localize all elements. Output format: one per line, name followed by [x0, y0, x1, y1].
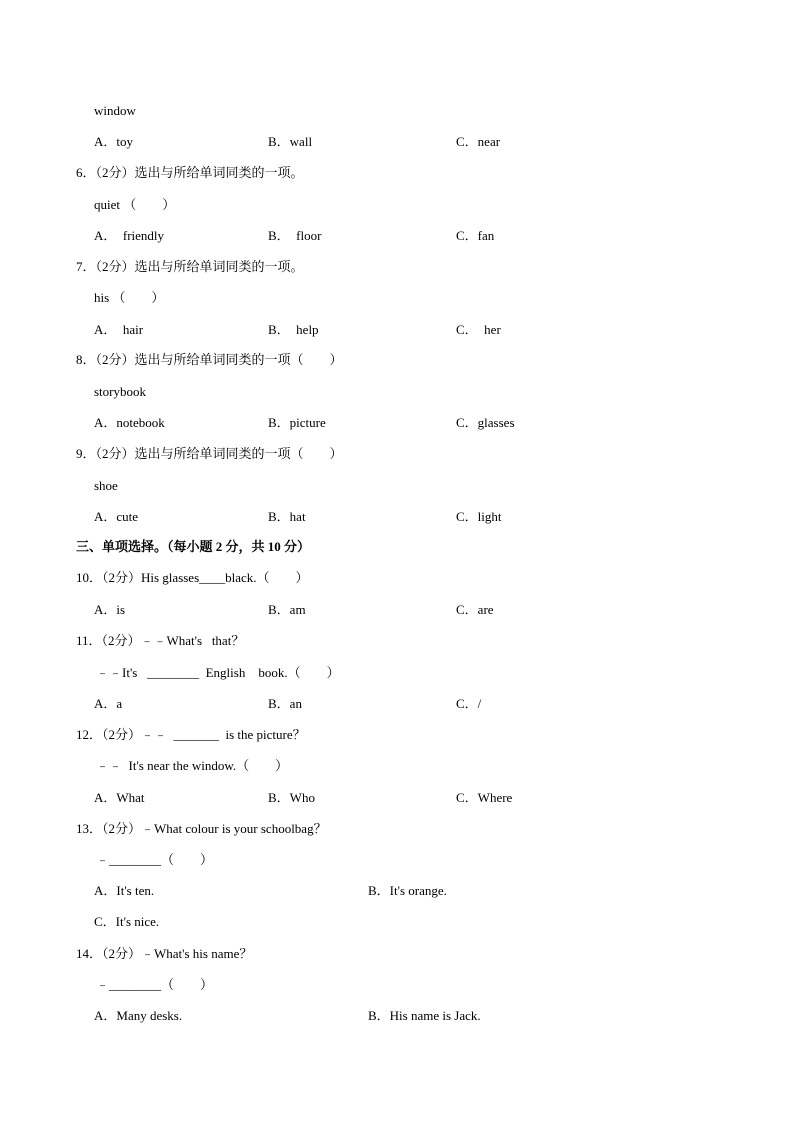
- q11-option-c: C．/: [456, 696, 482, 711]
- q6-option-b: B． floor: [268, 228, 322, 243]
- q5-option-a: A．toy: [94, 134, 134, 149]
- q8-stem: 8．（2分）选出与所给单词同类的一项（ ）: [76, 352, 343, 367]
- q13-answer-line: ﹣________（ ）: [96, 852, 214, 867]
- q13-stem: 13．（2分）﹣What colour is your schoolbag？: [76, 821, 327, 836]
- q9-word: shoe: [94, 478, 118, 493]
- q12-option-a: A．What: [94, 790, 145, 805]
- q9-option-b: B．hat: [268, 509, 306, 524]
- q9-stem: 9．（2分）选出与所给单词同类的一项（ ）: [76, 446, 343, 461]
- q11-option-b: B．an: [268, 696, 302, 711]
- q11-answer-line: ﹣﹣It's ________ English book.（ ）: [96, 665, 340, 680]
- q12-answer-line: ﹣﹣ It's near the window.（ ）: [96, 758, 289, 773]
- q13-option-b: B．It's orange.: [368, 883, 447, 898]
- q14-option-a: A．Many desks.: [94, 1008, 183, 1023]
- q11-option-a: A．a: [94, 696, 123, 711]
- q10-stem: 10．（2分）His glasses____black.（ ）: [76, 570, 309, 585]
- q6-word: quiet （ ）: [94, 197, 176, 212]
- q7-option-a: A． hair: [94, 322, 144, 337]
- q14-option-b: B．His name is Jack.: [368, 1008, 481, 1023]
- q6-option-c: C．fan: [456, 228, 495, 243]
- q13-option-a: A．It's ten.: [94, 883, 155, 898]
- q7-option-b: B． help: [268, 322, 319, 337]
- q8-word: storybook: [94, 384, 146, 399]
- q7-stem: 7．（2分）选出与所给单词同类的一项。: [76, 259, 304, 274]
- q8-option-c: C．glasses: [456, 415, 515, 430]
- q7-word: his （ ）: [94, 290, 165, 305]
- q12-option-b: B．Who: [268, 790, 315, 805]
- q9-option-a: A．cute: [94, 509, 139, 524]
- q13-option-c: C．It's nice.: [94, 914, 160, 929]
- q10-option-c: C．are: [456, 602, 494, 617]
- q7-option-c: C． her: [456, 322, 501, 337]
- q5-option-c: C．near: [456, 134, 501, 149]
- q5-option-b: B．wall: [268, 134, 313, 149]
- q8-option-b: B．picture: [268, 415, 326, 430]
- q10-option-b: B．am: [268, 602, 306, 617]
- section-heading: 三、单项选择。（每小题 2 分，共 10 分）: [76, 539, 311, 554]
- q10-option-a: A．is: [94, 602, 126, 617]
- q11-stem: 11．（2分）﹣﹣What's that？: [76, 633, 245, 648]
- q6-option-a: A． friendly: [94, 228, 165, 243]
- q6-stem: 6．（2分）选出与所给单词同类的一项。: [76, 165, 304, 180]
- q12-option-c: C．Where: [456, 790, 513, 805]
- q8-option-a: A．notebook: [94, 415, 165, 430]
- q5-word: window: [94, 103, 136, 118]
- q12-stem: 12．（2分）﹣﹣ _______ is the picture？: [76, 727, 306, 742]
- q9-option-c: C．light: [456, 509, 502, 524]
- q14-stem: 14．（2分）﹣What's his name？: [76, 946, 253, 961]
- q14-answer-line: ﹣________（ ）: [96, 977, 214, 992]
